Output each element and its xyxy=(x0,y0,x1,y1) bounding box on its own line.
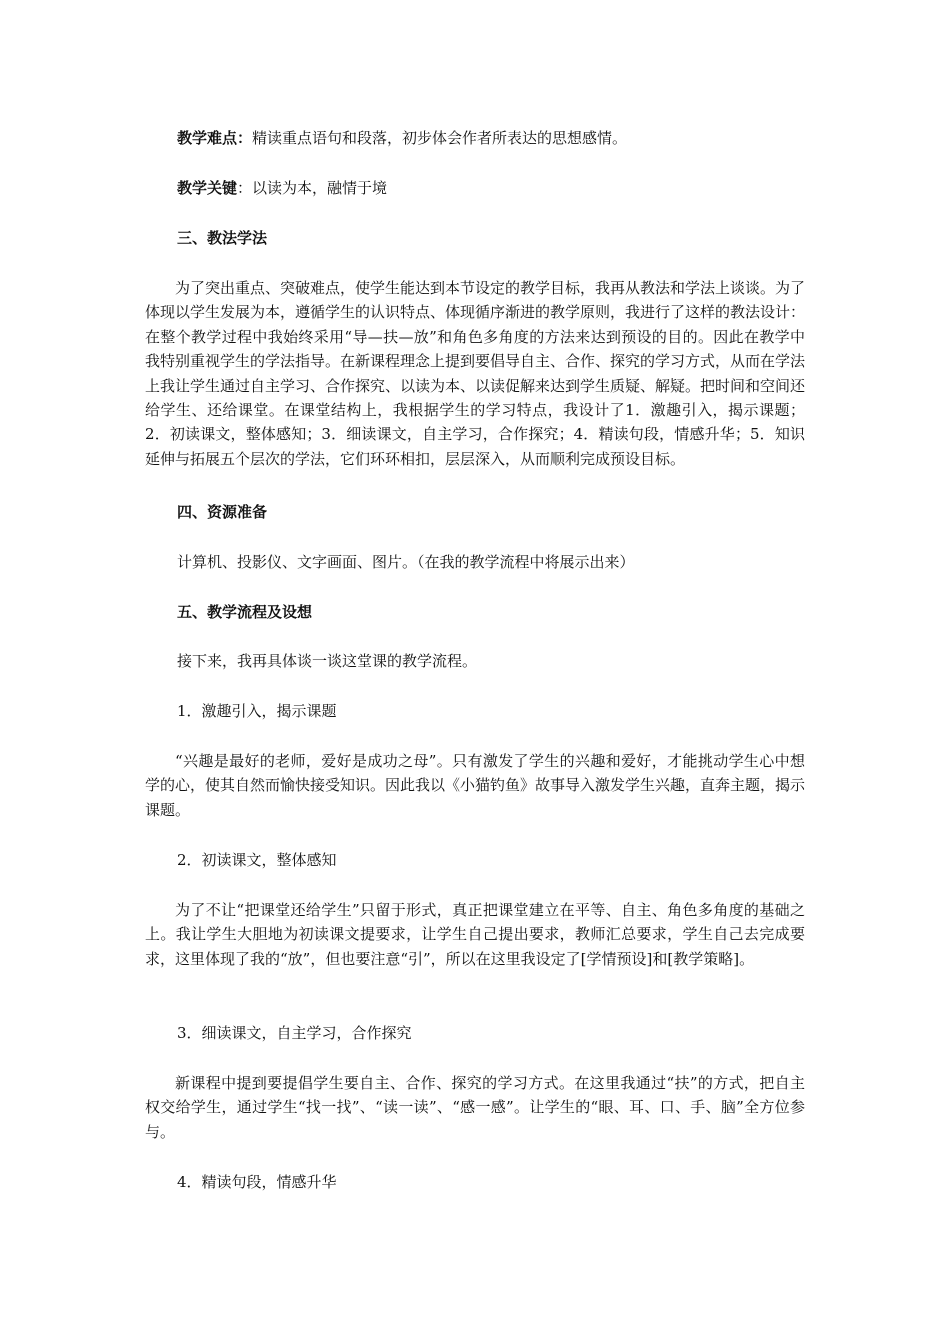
section4-heading: 四、资源准备 xyxy=(177,503,268,521)
step2-body: 为了不让“把课堂还给学生”只留于形式，真正把课堂建立在平等、自主、角色多角度的基础之上。我让学生大胆地为初读课文提要求，让学生自己提出要求，教师汇总要求，学生自己去完成要求，这里体现了我的“放”，但也要注意“引”，所以在这里我设定了[学情预设]和[教学策略]。 xyxy=(145,901,805,968)
key-text: ：以读为本，融情于境 xyxy=(237,179,388,197)
section4-body: 计算机、投影仪、文字画面、图片。（在我的教学流程中将展示出来） xyxy=(177,553,635,571)
difficulty-label: 教学难点： xyxy=(177,129,253,147)
step3-title: 3．细读课文，自主学习，合作探究 xyxy=(177,1024,412,1042)
step1-title: 1．激趣引入，揭示课题 xyxy=(177,702,337,720)
step4-title: 4．精读句段，情感升华 xyxy=(177,1173,337,1191)
section5-intro: 接下来，我再具体谈一谈这堂课的教学流程。 xyxy=(177,652,478,670)
step2-title: 2．初读课文，整体感知 xyxy=(177,851,337,869)
key-paragraph xyxy=(145,176,837,200)
section3-heading: 三、教法学法 xyxy=(177,229,268,247)
section3-body: 为了突出重点、突破难点，使学生能达到本节设定的教学目标，我再从教法和学法上谈谈。为了体现以学生发展为本，遵循学生的认识特点、体现循序渐进的教学原则，我进行了这样的教法设计：在整个教学过程中我始终采用“导—扶—放”和角色多角度的方法来达到预设的目的。因此在教学中我特别重视学生的学法指导。在新课程理念上提到要倡导自主、合作、探究的学习方式，从而在学法上我让学生通过自主学习、合作探究、以读为本、以读促解来达到学生质疑、解疑。把时间和空间还给学生、还给课堂。在课堂结构上，我根据学生的学习特点，我设计了1．激趣引入，揭示课题；2．初读课文，整体感知；3．细读课文，自主学习，合作探究；4．精读句段，情感升华；5．知识延伸与拓展五个层次的学法，它们环环相扣，层层深入，从而顺利完成预设目标。 xyxy=(145,279,806,468)
key-label: 教学关键 xyxy=(177,179,238,197)
difficulty-paragraph xyxy=(145,126,837,150)
difficulty-text: 精读重点语句和段落，初步体会作者所表达的思想感情。 xyxy=(252,129,628,147)
step1-body: “兴趣是最好的老师，爱好是成功之母”。只有激发了学生的兴趣和爱好，才能挑动学生心中想学的心，使其自然而愉快接受知识。因此我以《小猫钓鱼》故事导入激发学生兴趣，直奔主题，揭示课题。 xyxy=(145,752,806,819)
section5-heading: 五、教学流程及设想 xyxy=(177,603,313,621)
step3-body: 新课程中提到要提倡学生要自主、合作、探究的学习方式。在这里我通过“扶”的方式，把自主权交给学生，通过学生“找一找”、“读一读”、“感一感”。让学生的“眼、耳、口、手、脑”全方位参与。 xyxy=(145,1074,805,1141)
